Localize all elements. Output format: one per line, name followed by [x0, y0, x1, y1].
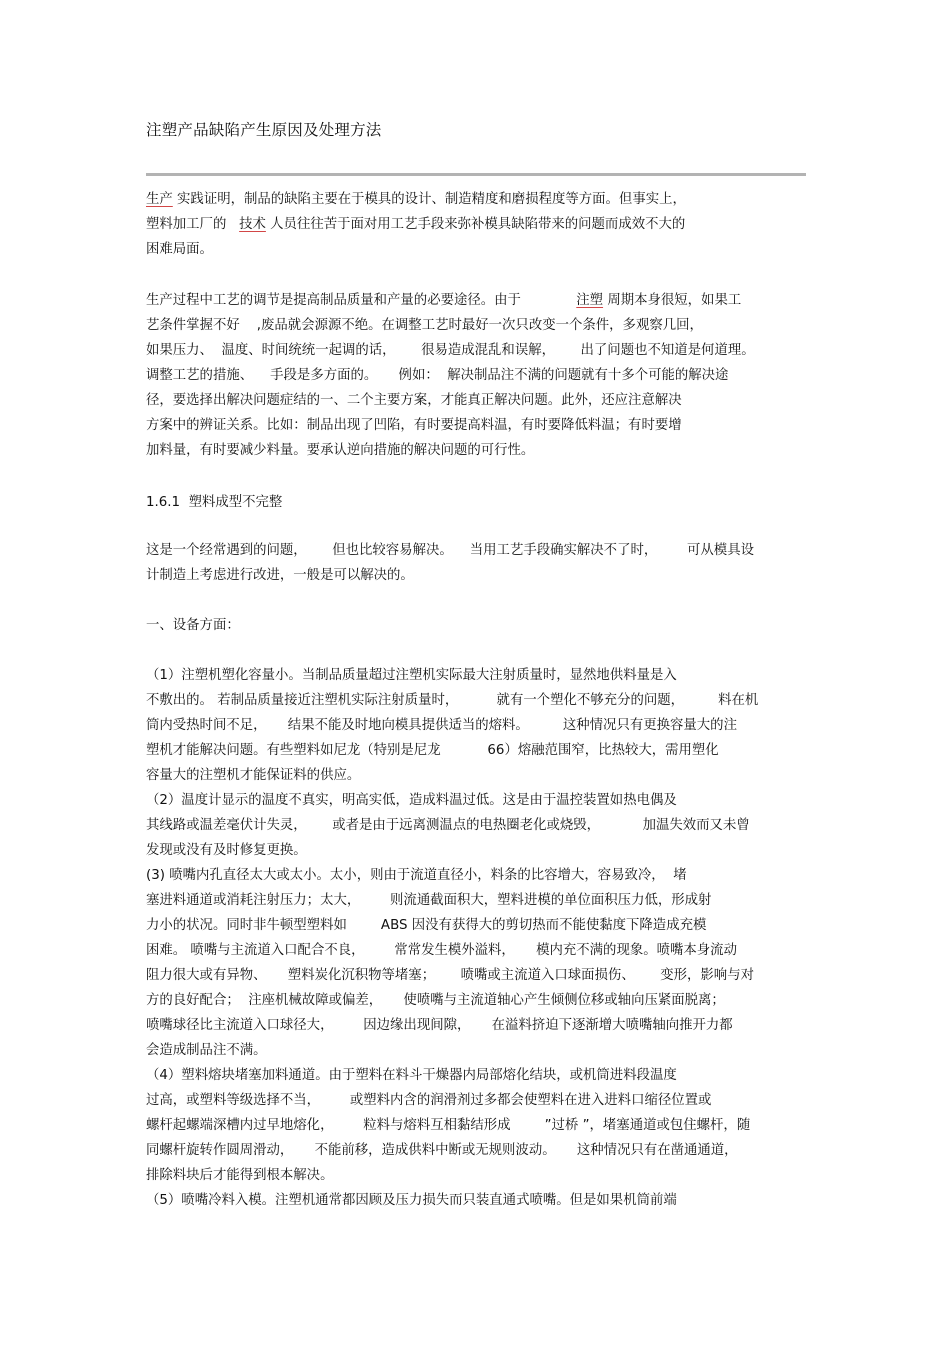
intro-term-production: 生产 — [146, 192, 173, 207]
p2-term-injection: 注塑 — [576, 293, 604, 308]
p2-line-1-text-b: 周期本身很短，如果工 — [603, 293, 742, 308]
body-line: 会造成制品注不满。 — [146, 1043, 267, 1058]
body-line: 螺杆起螺端深槽内过早地熔化， 粒料与熔料互相黏结形成 ”过桥 ”，堵塞通道或包住螺杆，随 — [146, 1118, 751, 1133]
body-line: 容量大的注塑机才能保证料的供应。 — [146, 768, 361, 783]
body-line: 同螺杆旋转作圆周滑动， 不能前移，造成供料中断或无规则波动。 这种情况只有在凿通通道， — [146, 1143, 738, 1158]
body-line: 筒内受热时间不足， 结果不能及时地向模具提供适当的熔料。 这种情况只有更换容量大的注 — [146, 718, 737, 733]
title-divider — [146, 173, 806, 176]
body-line: (3) 喷嘴内孔直径太大或太小。太小，则由于流道直径小，料条的比容增大，容易致冷， 堵 — [146, 868, 687, 883]
body-line: 排除料块后才能得到根本解决。 — [146, 1168, 334, 1183]
body-line: 发现或没有及时修复更换。 — [146, 843, 307, 858]
p2-line-5: 径，要选择出解决问题症结的一、二个主要方案，才能真正解决问题。此外，还应注意解决 — [146, 393, 682, 408]
p2-line-1 — [146, 292, 741, 310]
body-line: 塞进料通道或消耗注射压力；太大， 则流通截面积大，塑料进模的单位面积压力低，形成射 — [146, 893, 712, 908]
body-line: （4）塑料熔块堵塞加料通道。由于塑料在料斗干燥器内局部熔化结块，或机筒进料段温度 — [146, 1068, 677, 1083]
body-line: （1）注塑机塑化容量小。当制品质量超过注塑机实际最大注射质量时，显然地供料量是入 — [146, 668, 677, 683]
equipment-heading: 一、设备方面： — [146, 618, 240, 633]
body-line: 方的良好配合； 注座机械故障或偏差， 使喷嘴与主流道轴心产生倾侧位移或轴向压紧面脱离； — [146, 993, 725, 1008]
body-line: 不敷出的。 若制品质量接近注塑机实际注射质量时， 就有一个塑化不够充分的问题， 料在机 — [146, 693, 759, 708]
p2-line-6: 方案中的辨证关系。比如：制品出现了凹陷，有时要提高料温，有时要降低料温；有时要增 — [146, 418, 682, 433]
p2-line-2: 艺条件掌握不好 ,废品就会源源不绝。在调整工艺时最好一次只改变一个条件，多观察几回， — [146, 318, 703, 333]
intro-line-1-text: 实践证明，制品的缺陷主要在于模具的设计、制造精度和磨损程度等方面。但事实上， — [172, 192, 686, 207]
section-heading: 1.6.1 塑料成型不完整 — [146, 495, 283, 510]
intro-term-technology: 技术 — [239, 217, 266, 232]
body-line: （2）温度计显示的温度不真实，明高实低，造成料温过低。这是由于温控装置如热电偶及 — [146, 793, 677, 808]
intro-line-3: 困难局面。 — [146, 242, 213, 257]
document-title: 注塑产品缺陷产生原因及处理方法 — [146, 121, 382, 139]
intro-line-2 — [146, 216, 685, 234]
p2-line-4: 调整工艺的措施、 手段是多方面的。 例如： 解决制品注不满的问题就有十多个可能的解决途 — [146, 368, 729, 383]
intro-line-1 — [146, 191, 686, 209]
p2-line-7: 加料量，有时要减少料量。要承认逆向措施的解决问题的可行性。 — [146, 443, 535, 458]
body-line: （5）喷嘴冷料入模。注塑机通常都因顾及压力损失而只装直通式喷嘴。但是如果机筒前端 — [146, 1193, 677, 1208]
p3-line-1: 这是一个经常遇到的问题， 但也比较容易解决。 当用工艺手段确实解决不了时， 可从模具设 — [146, 543, 754, 558]
intro-line-2-text-a: 塑料加工厂的 — [146, 217, 240, 232]
body-line: 困难。 喷嘴与主流道入口配合不良， 常常发生模外溢料， 模内充不满的现象。喷嘴本身流动 — [146, 943, 737, 958]
body-line: 喷嘴球径比主流道入口球径大， 因边缘出现间隙， 在溢料挤迫下逐渐增大喷嘴轴向推开力都 — [146, 1018, 733, 1033]
body-line: 塑机才能解决问题。有些塑料如尼龙（特别是尼龙 66）熔融范围窄，比热较大，需用塑化 — [146, 743, 719, 758]
body-line: 过高，或塑料等级选择不当， 或塑料内含的润滑剂过多都会使塑料在进入进料口缩径位置或 — [146, 1093, 712, 1108]
p3-line-2: 计制造上考虑进行改进，一般是可以解决的。 — [146, 568, 414, 583]
p2-line-1-text-a: 生产过程中工艺的调节是提高制品质量和产量的必要途径。由于 — [146, 293, 577, 308]
body-line: 阻力很大或有异物、 塑料炭化沉积物等堵塞； 喷嘴或主流道入口球面损伤、 变形，影响与对 — [146, 968, 754, 983]
intro-line-2-text-b: 人员往往苦于面对用工艺手段来弥补模具缺陷带来的问题而成效不大的 — [265, 217, 686, 232]
p2-line-3: 如果压力、 温度、时间统统一起调的话， 很易造成混乱和误解， 出了问题也不知道是何道理。 — [146, 343, 755, 358]
body-line: 其线路或温差毫伏计失灵， 或者是由于远离测温点的电热圈老化或烧毁， 加温失效而又未曾 — [146, 818, 750, 833]
body-line: 力小的状况。同时非牛顿型塑料如 ABS 因没有获得大的剪切热而不能使黏度下降造成充模 — [146, 918, 707, 933]
